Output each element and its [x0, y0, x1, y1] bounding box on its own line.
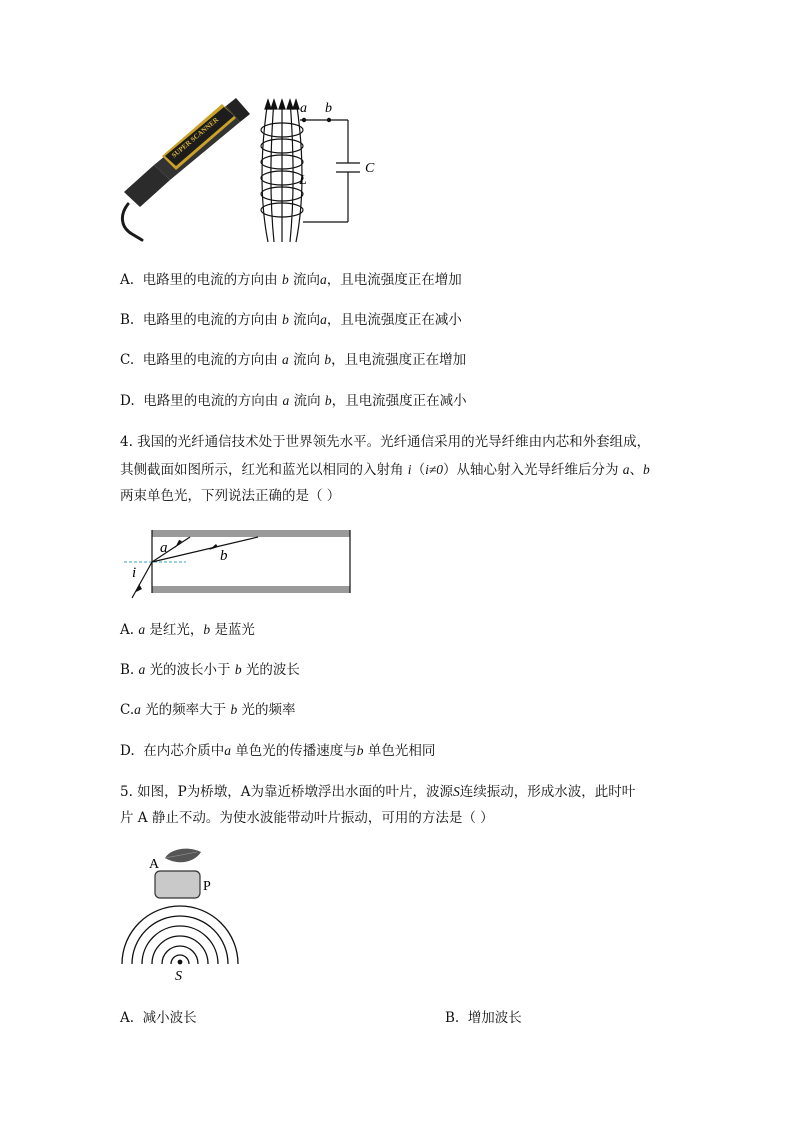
q4-stem-line1: 4. 我国的光纤通信技术处于世界领先水平。光纤通信采用的光导纤维由内芯和外套组成，	[120, 434, 651, 450]
q5-option-b: B. 增加波长	[445, 1010, 522, 1026]
q3-figure	[110, 92, 400, 252]
q3-option-c: C. 电路里的电流的方向由 a 流向 b，且电流强度正在增加	[120, 352, 467, 368]
coil-diagram	[261, 100, 360, 242]
label-P: P	[203, 879, 211, 894]
fiber-label-a: a	[160, 540, 168, 556]
label-C: C	[365, 161, 375, 176]
q4-option-a: A. a 是红光，b 是蓝光	[120, 622, 255, 638]
q3-option-d: D. 电路里的电流的方向由 a 流向 b，且电流强度正在减小	[120, 393, 467, 409]
pier	[155, 871, 200, 898]
node-b	[327, 118, 331, 122]
wave-source	[178, 960, 183, 965]
q3-option-a: A. 电路里的电流的方向由 b 流向a，且电流强度正在增加	[120, 272, 462, 288]
q4-option-c: C.a 光的频率大于 b 光的频率	[120, 702, 296, 718]
label-a: a	[300, 101, 307, 116]
q4-stem-line3: 两束单色光，下列说法正确的是（ ）	[120, 488, 341, 504]
q5-wave-figure	[115, 842, 245, 987]
q5-option-a: A. 减小波长	[120, 1010, 197, 1026]
ray-a	[152, 537, 190, 562]
metal-detector-image	[122, 98, 250, 240]
q4-fiber-figure	[120, 526, 355, 606]
label-A: A	[149, 857, 160, 872]
q5-stem-line2: 片 A 静止不动。为使水波能带动叶片振动，可用的方法是（ ）	[120, 810, 494, 826]
ray-b	[152, 537, 258, 562]
q4-stem-line2: 其侧截面如图所示，红光和蓝光以相同的入射角 i（i≠0）从轴心射入光导纤维后分为 a、b	[120, 462, 650, 478]
fiber-bottom-wall	[152, 586, 350, 593]
label-b: b	[325, 101, 332, 116]
scanner-label: SUPER SCANNER	[170, 115, 221, 160]
wave-arcs	[122, 906, 238, 964]
fiber-label-i: i	[132, 565, 137, 581]
label-S: S	[175, 969, 182, 984]
fiber-label-b: b	[220, 548, 228, 564]
label-L: L	[299, 173, 307, 188]
fiber-top-wall	[152, 530, 350, 537]
q3-option-b: B. 电路里的电流的方向由 b 流向a，且电流强度正在减小	[120, 312, 462, 328]
q4-option-d: D. 在内芯介质中a 单色光的传播速度与b 单色光相同	[120, 743, 436, 759]
leaf-image	[165, 849, 201, 863]
q5-stem-line1: 5. 如图，P为桥墩，A为靠近桥墩浮出水面的叶片，波源S连续振动，形成水波，此时叶	[120, 784, 636, 800]
q4-option-b: B. a 光的波长小于 b 光的波长	[120, 662, 300, 678]
node-a	[302, 118, 306, 122]
